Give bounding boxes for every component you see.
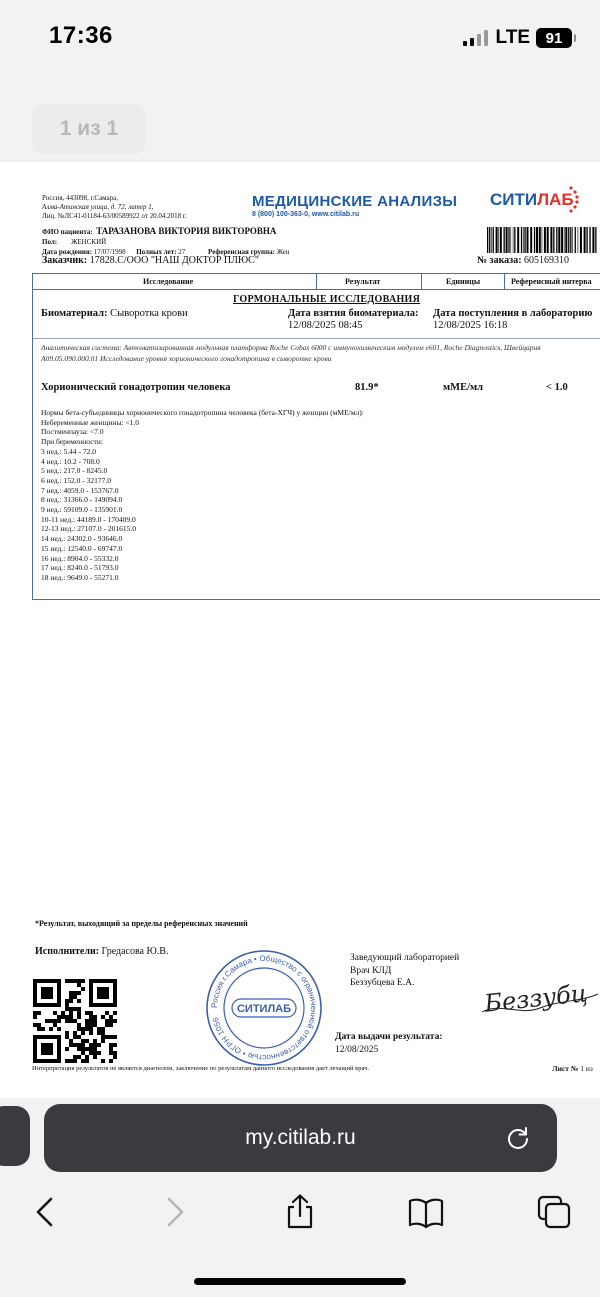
- citilab-logo: СИТИЛАБ: [490, 190, 574, 209]
- biomaterial: Биоматериал: Сыворотка крови: [41, 308, 188, 319]
- sheet-number: Лист № 1 из: [552, 1064, 593, 1073]
- executor: Исполнители: Гредасова Ю.В.: [35, 946, 169, 957]
- received-date: Дата поступления в лабораторию 12/08/2025 16:18: [433, 308, 593, 331]
- norm-line: 14 нед.: 24302.0 - 93646.0: [41, 534, 123, 544]
- back-icon[interactable]: [27, 1194, 63, 1230]
- order-barcode: [486, 227, 598, 253]
- col-units: Единицы: [446, 277, 481, 286]
- page-counter: 1 из 1: [32, 104, 146, 154]
- svg-text:СИТИЛАБ: СИТИЛАБ: [236, 1003, 292, 1015]
- norm-line: 7 нед.: 4059.0 - 153767.0: [41, 485, 119, 495]
- qr-code[interactable]: [33, 979, 117, 1063]
- norm-line: 3 нед.: 5.44 - 72.0: [41, 446, 97, 456]
- section-title: ГОРМОНАЛЬНЫЕ ИССЛЕДОВАНИЯ: [233, 294, 421, 305]
- analytic-system: Аналитическая система: Автоматизированная модульная платформа Roche Cobas 6000 с иммунохимическим модулем e601, Roche Diagnostics, Швейцария A09.05.090.000.01 Исследование уровня хорионического гонадотропина в сыворотке крови: [41, 343, 541, 363]
- results-table: [32, 273, 600, 600]
- status-bar: [0, 0, 600, 74]
- brand-contacts: 8 (800) 100-363-0, www.citilab.ru: [252, 211, 360, 218]
- test-reference: < 1.0: [546, 382, 568, 393]
- norm-line: 10-11 нед.: 44189.0 - 170409.0: [41, 514, 136, 524]
- norm-line: 17 нед.: 8240.0 - 51793.0: [41, 563, 119, 573]
- footnote: *Результат, выходящий за пределы референсных значений: [35, 919, 248, 928]
- lab-head: Заведующий лабораторией Врач КЛД Беззубцева Е.А.: [350, 953, 460, 988]
- norm-line: 18 нед.: 9649.0 - 55271.0: [41, 572, 119, 582]
- test-result: 81.9*: [355, 382, 379, 393]
- logo-dots-icon: [567, 184, 581, 214]
- customer: Заказчик: 17828.С/ООО "НАШ ДОКТОР ПЛЮС": [42, 255, 259, 266]
- bookmarks-icon[interactable]: [408, 1194, 444, 1230]
- forward-icon[interactable]: [157, 1194, 193, 1230]
- patient-info: ФИО пациента: ТАРАЗАНОВА ВИКТОРИЯ ВИКТОРОВНА Пол: ЖЕНСКИЙ Дата рождения: 17/07/1998 Полных лет: 27 Референсная группа: Жен: [42, 226, 290, 256]
- norm-line: 8 нед.: 31366.0 - 149094.0: [41, 495, 123, 505]
- norm-line: 16 нед.: 8904.0 - 55332.0: [41, 553, 119, 563]
- norm-line: 12-13 нед.: 27107.0 - 201615.0: [41, 524, 137, 534]
- reference-norms: [41, 408, 364, 583]
- brand-title: МЕДИЦИНСКИЕ АНАЛИЗЫ: [252, 193, 458, 210]
- norm-line: Небеременные женщины: <1.0: [41, 417, 140, 427]
- test-name: Хорионический гонадотропин человека: [41, 382, 231, 393]
- reload-icon[interactable]: [505, 1125, 531, 1151]
- status-time: 17:36: [49, 22, 113, 49]
- col-test: Исследование: [143, 277, 194, 286]
- col-reference: Референсный интерва: [511, 277, 592, 286]
- sample-date: Дата взятия биоматериала: 12/08/2025 08:45: [288, 308, 419, 331]
- disclaimer: Интерпретация результатов не является диагнозом, заключение по результатам данного исследования дает лечащий врач.: [32, 1065, 369, 1072]
- network-type: LTE: [495, 27, 530, 48]
- test-units: мМЕ/мл: [443, 382, 484, 393]
- share-icon[interactable]: [282, 1194, 318, 1230]
- address-bar[interactable]: [44, 1104, 557, 1172]
- svg-text:Беззубц: Беззубц: [483, 979, 589, 1018]
- col-result: Результат: [345, 277, 381, 286]
- browser-bottom-bar: [0, 1098, 600, 1297]
- norm-line: Нормы бета-субъединицы хорионического гонадотропина человека (бета-ХГЧ) у женщин (мМЕ/мл):: [41, 408, 364, 417]
- tabs-icon[interactable]: [536, 1194, 572, 1230]
- viewer-header: [0, 74, 600, 162]
- url-text[interactable]: my.citilab.ru: [245, 1126, 356, 1149]
- signature: [480, 972, 600, 1020]
- norm-line: 6 нед.: 152.0 - 32177.0: [41, 475, 112, 485]
- previous-tab[interactable]: [0, 1106, 30, 1166]
- home-indicator[interactable]: [194, 1278, 406, 1285]
- order-number: № заказа: 605169310: [477, 255, 570, 266]
- norm-line: 4 нед.: 10.2 - 708.0: [41, 456, 100, 466]
- table-header: [33, 274, 600, 290]
- norm-line: 15 нед.: 12540.0 - 69747.0: [41, 543, 123, 553]
- lab-address: Россия, 443098, г.Самара, Алма-Атинская улица, д. 72, литер 1, Лиц. №ЛС41-01184-63/00589922 от 20.04.2018 г.: [42, 194, 187, 220]
- norm-line: 9 нед.: 59109.0 - 135901.0: [41, 505, 123, 515]
- battery-icon: 91: [536, 28, 572, 48]
- issue-date: Дата выдачи результата: 12/08/2025: [335, 1032, 443, 1055]
- status-indicators: [463, 26, 572, 50]
- svg-text:Россия г.Самара • Общество с о: Россия г.Самара • Общество с ограниченной ответственностью • ОГРН 1056: [209, 953, 319, 1063]
- lab-stamp: [204, 948, 324, 1068]
- norm-line: При беременности:: [41, 437, 103, 447]
- norm-line: 5 нед.: 217.0 - 8245.0: [41, 466, 108, 476]
- lab-report-document[interactable]: [0, 162, 600, 1098]
- signal-icon: [463, 30, 488, 46]
- norm-line: Постменпауза: <7.0: [41, 427, 104, 437]
